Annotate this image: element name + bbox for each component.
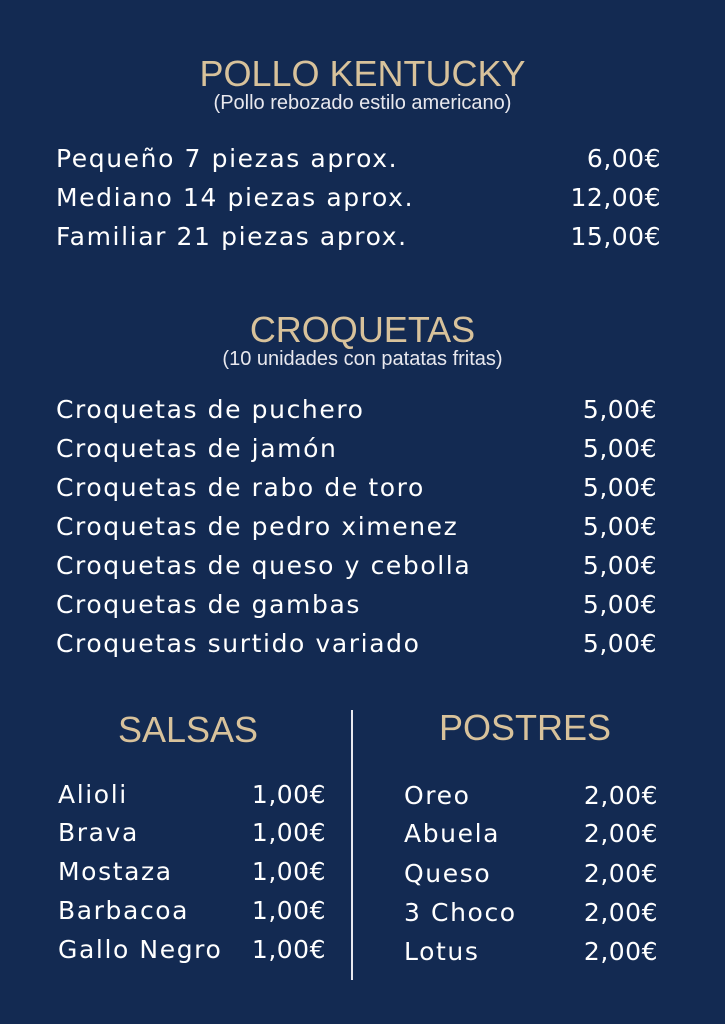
item-price: 5,00€ <box>582 472 657 502</box>
item-price: 1,00€ <box>251 779 326 809</box>
menu-item <box>404 856 658 890</box>
item-name: Queso <box>404 858 492 888</box>
item-name: Familiar 21 piezas aprox. <box>56 221 408 251</box>
item-name: Oreo <box>404 780 471 810</box>
croquetas-title: CROQUETAS <box>249 309 476 350</box>
item-name: Mostaza <box>58 856 173 886</box>
menu-item <box>404 934 658 968</box>
item-name: Pequeño 7 piezas aprox. <box>56 143 399 173</box>
item-name: Brava <box>58 817 139 847</box>
menu-item <box>56 141 661 175</box>
item-price: 5,00€ <box>582 511 657 541</box>
menu-item <box>56 626 657 660</box>
croquetas-subtitle: (10 unidades con patatas fritas) <box>222 348 503 370</box>
item-price: 1,00€ <box>251 934 326 964</box>
item-price: 6,00€ <box>586 143 661 173</box>
item-price: 5,00€ <box>582 628 657 658</box>
item-name: Abuela <box>404 818 501 848</box>
menu-item <box>56 587 657 621</box>
item-price: 1,00€ <box>251 856 326 886</box>
item-price: 2,00€ <box>583 780 658 810</box>
item-price: 5,00€ <box>582 394 657 424</box>
item-price: 12,00€ <box>570 182 661 212</box>
item-price: 2,00€ <box>583 818 658 848</box>
item-price: 1,00€ <box>251 895 326 925</box>
column-divider <box>351 710 353 980</box>
kentucky-title: POLLO KENTUCKY <box>199 53 526 94</box>
menu-item <box>56 509 657 543</box>
item-price: 5,00€ <box>582 550 657 580</box>
item-price: 2,00€ <box>583 936 658 966</box>
salsas-title: SALSAS <box>117 709 259 750</box>
item-price: 5,00€ <box>582 433 657 463</box>
item-price: 2,00€ <box>583 858 658 888</box>
item-name: Gallo Negro <box>58 934 223 964</box>
menu-item <box>404 816 658 850</box>
menu-item <box>56 392 657 426</box>
kentucky-subtitle: (Pollo rebozado estilo americano) <box>213 92 512 114</box>
postres-title: POSTRES <box>438 707 612 748</box>
menu-item <box>58 777 326 811</box>
menu-item <box>56 470 657 504</box>
menu-item <box>56 219 661 253</box>
menu-item <box>404 895 658 929</box>
menu-item <box>56 548 657 582</box>
item-name: Croquetas de queso y cebolla <box>56 550 472 580</box>
item-price: 5,00€ <box>582 589 657 619</box>
item-price: 15,00€ <box>570 221 661 251</box>
item-name: Alioli <box>58 779 128 809</box>
item-name: Croquetas surtido variado <box>56 628 421 658</box>
menu-item <box>56 180 661 214</box>
menu-item <box>56 431 657 465</box>
item-name: Lotus <box>404 936 480 966</box>
item-name: Croquetas de pedro ximenez <box>56 511 459 541</box>
item-name: Croquetas de jamón <box>56 433 338 463</box>
item-name: Mediano 14 piezas aprox. <box>56 182 415 212</box>
item-price: 1,00€ <box>251 817 326 847</box>
menu-item <box>404 778 658 812</box>
item-name: 3 Choco <box>404 897 517 927</box>
menu-item <box>58 854 326 888</box>
item-price: 2,00€ <box>583 897 658 927</box>
item-name: Croquetas de puchero <box>56 394 365 424</box>
menu-item <box>58 932 326 966</box>
item-name: Barbacoa <box>58 895 190 925</box>
item-name: Croquetas de gambas <box>56 589 362 619</box>
menu-item <box>58 815 326 849</box>
item-name: Croquetas de rabo de toro <box>56 472 425 502</box>
menu-item <box>58 893 326 927</box>
